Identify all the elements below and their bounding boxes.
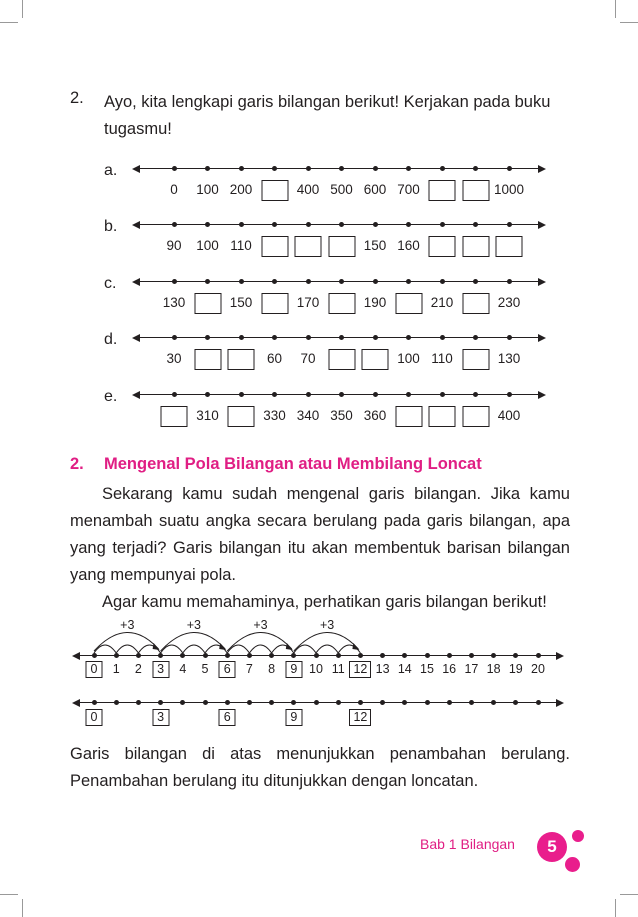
boxed-number: 12 xyxy=(349,661,371,678)
tick-label: 200 xyxy=(229,182,253,197)
tick-label: 150 xyxy=(229,295,253,310)
boxed-number: 0 xyxy=(86,661,103,678)
small-jump-arc xyxy=(249,645,271,653)
boxed-number: 9 xyxy=(285,709,302,726)
tick-label: 8 xyxy=(268,662,276,676)
section-heading: Mengenal Pola Bilangan atau Membilang Loncat xyxy=(104,455,482,473)
tick-label: 14 xyxy=(397,662,412,676)
page-number: 5 xyxy=(537,832,567,862)
tick-label: 500 xyxy=(330,182,353,197)
arrowhead-icon xyxy=(352,643,359,650)
tick-label: 1000 xyxy=(493,182,525,197)
tick-label: 130 xyxy=(162,295,186,310)
tick-label: 5 xyxy=(201,662,209,676)
tick-label: 10 xyxy=(309,662,323,676)
small-jump-arc xyxy=(227,645,249,653)
tick-label: 110 xyxy=(230,238,252,253)
tick-label: 0 xyxy=(170,182,178,197)
tick-label: 18 xyxy=(486,662,501,676)
jump-arc xyxy=(227,632,292,651)
jump-label: +3 xyxy=(120,618,135,632)
jump-arc xyxy=(294,632,359,651)
small-jump-arc xyxy=(294,645,316,653)
boxed-number: 12 xyxy=(349,709,371,726)
arrowhead-icon xyxy=(286,643,293,650)
tick-label: 310 xyxy=(196,408,219,423)
tick-label: 160 xyxy=(397,238,420,253)
tick-label: 130 xyxy=(497,351,521,366)
tick-label: 600 xyxy=(363,182,387,197)
boxed-number: 0 xyxy=(86,709,103,726)
jump-arc xyxy=(161,632,226,651)
row-label: d. xyxy=(104,331,118,348)
decor-dot xyxy=(565,857,580,872)
section-number: 2. xyxy=(70,455,84,473)
tick-label: 15 xyxy=(420,662,434,676)
tick-label: 340 xyxy=(296,408,320,423)
tick-label: 30 xyxy=(166,351,182,366)
tick-label: 210 xyxy=(430,295,454,310)
row-label: a. xyxy=(104,162,118,179)
tick-label: 100 xyxy=(196,182,219,197)
exercise-instruction: Ayo, kita lengkapi garis bilangan berikut! Kerjakan pada buku tugasmu! xyxy=(104,93,551,138)
tick-label: 400 xyxy=(296,182,320,197)
boxed-number: 3 xyxy=(152,661,169,678)
tick-label: 110 xyxy=(431,351,453,366)
tick-label: 170 xyxy=(296,295,320,310)
tick-label: 330 xyxy=(263,408,286,423)
tick-label: 7 xyxy=(245,662,253,676)
tick-label: 1 xyxy=(112,662,120,676)
instruction-paragraph: Agar kamu memahaminya, perhatikan garis bilangan berikut! xyxy=(102,593,547,611)
boxed-number: 9 xyxy=(285,661,302,678)
small-jump-arc xyxy=(316,645,338,653)
boxed-number: 6 xyxy=(219,709,236,726)
arrowhead-icon xyxy=(219,643,226,650)
tick-label: 70 xyxy=(300,351,316,366)
row-label: c. xyxy=(104,275,117,292)
row-label: b. xyxy=(104,218,118,235)
tick-label: 2 xyxy=(134,662,142,676)
tick-label: 90 xyxy=(166,238,182,253)
small-jump-arc xyxy=(116,645,138,653)
tick-label: 4 xyxy=(179,662,187,676)
tick-label: 20 xyxy=(531,662,545,676)
chapter-label: Bab 1 Bilangan xyxy=(420,836,515,852)
tick-label: 400 xyxy=(497,408,521,423)
jump-arc xyxy=(94,632,159,651)
decor-dot xyxy=(572,830,584,842)
boxed-number: 3 xyxy=(152,709,169,726)
tick-label: 100 xyxy=(196,238,219,253)
tick-label: 230 xyxy=(497,295,521,310)
tick-label: 17 xyxy=(464,662,479,676)
small-jump-arc xyxy=(161,645,183,653)
jump-label: +3 xyxy=(319,618,335,632)
small-jump-arc xyxy=(94,645,116,653)
tick-label: 11 xyxy=(331,662,345,676)
jump-label: +3 xyxy=(253,618,268,632)
tick-label: 100 xyxy=(397,351,420,366)
row-label: e. xyxy=(104,388,118,405)
tick-label: 190 xyxy=(363,295,387,310)
tick-label: 60 xyxy=(266,351,283,366)
exercise-number: 2. xyxy=(70,89,84,107)
tick-label: 16 xyxy=(442,662,457,676)
tick-label: 700 xyxy=(397,182,420,197)
small-jump-arc xyxy=(183,645,205,653)
intro-paragraph: Sekarang kamu sudah mengenal garis bilangan. Jika kamu menambah suatu angka secara berulang pada garis bilangan, apa yang terjadi? Garis bilangan itu akan membentuk barisan bilangan yang mempunyai pola. xyxy=(70,485,570,584)
tick-label: 360 xyxy=(363,408,387,423)
tick-label: 150 xyxy=(363,238,387,253)
tick-label: 350 xyxy=(330,408,353,423)
tick-label: 19 xyxy=(508,662,523,676)
jump-label: +3 xyxy=(186,618,202,632)
boxed-number: 6 xyxy=(219,661,236,678)
conclusion-paragraph: Garis bilangan di atas menunjukkan penambahan berulang. Penambahan berulang itu ditunjukkan dengan loncatan. xyxy=(70,745,570,790)
tick-label: 13 xyxy=(375,662,390,676)
arrowhead-icon xyxy=(153,643,160,650)
